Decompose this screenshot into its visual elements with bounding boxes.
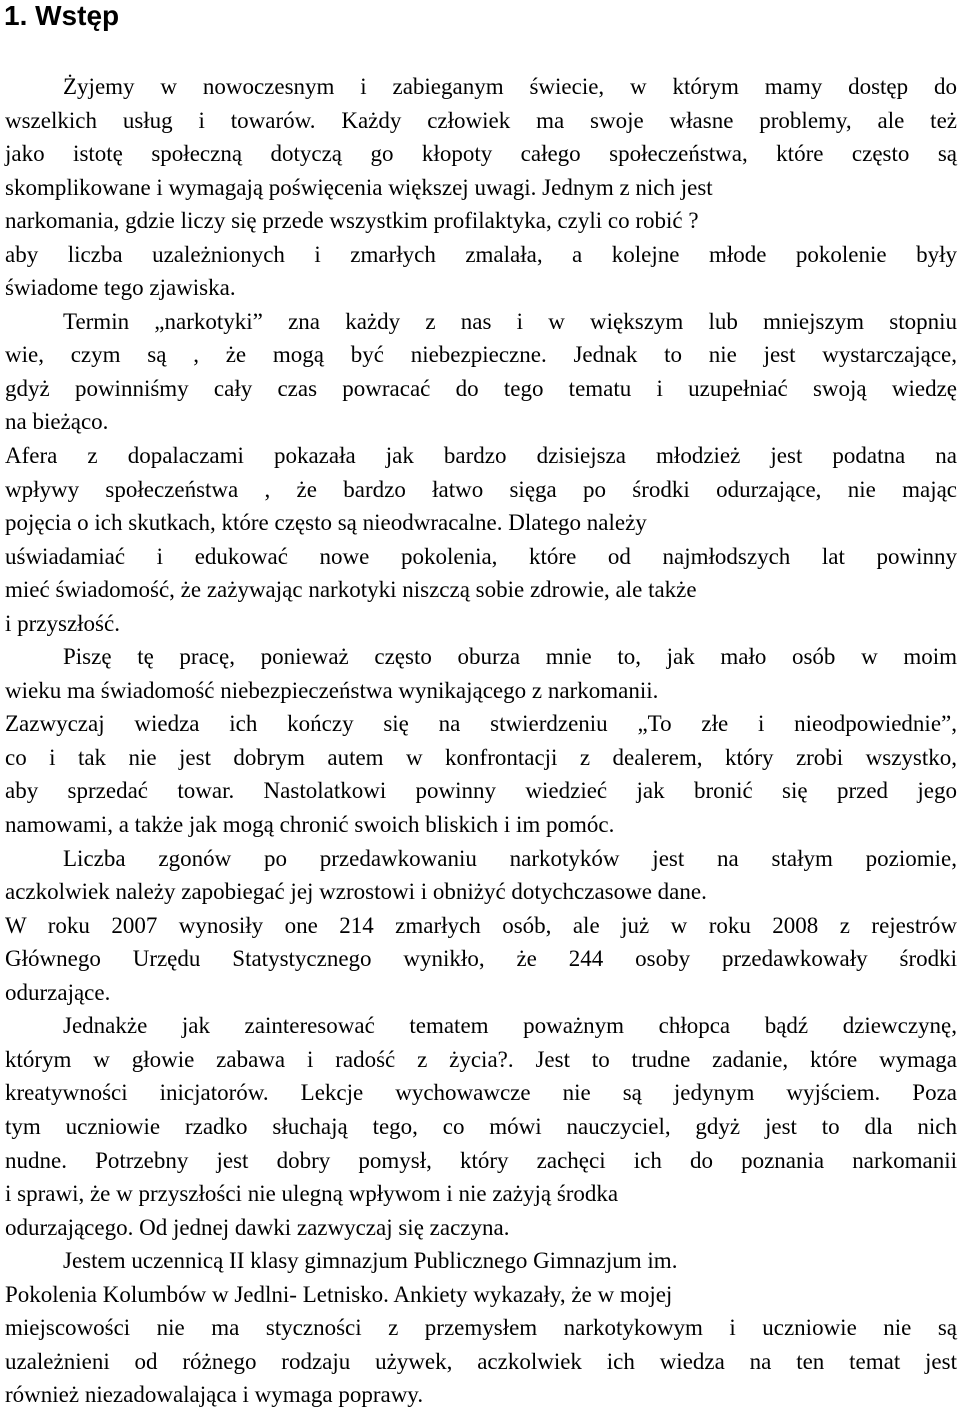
text-line: Pokolenia Kolumbów w Jedlni- Letnisko. Ankiety wykazały, że w mojej — [5, 1281, 673, 1307]
text-line: co i tak nie jest dobrym autem w konfrontacji z dealerem, który zrobi wszystko, — [5, 744, 957, 770]
text-line: wie, czym są , że mogą być niebezpieczne. Jednak to nie jest wystarczające, — [5, 342, 957, 368]
text-line: odurzające. — [5, 979, 111, 1005]
text-line: Liczba zgonów po przedawkowaniu narkotyków jest na stałym poziomie, — [63, 845, 957, 871]
text-line: aczkolwiek należy zapobiegać jej wzrostowi i obniżyć dotychczasowe dane. — [5, 879, 707, 905]
text-line: również niezadowalająca i wymaga poprawy. — [5, 1382, 424, 1408]
text-line: pojęcia o ich skutkach, które często są nieodwracalne. Dlatego należy — [5, 510, 647, 536]
text-line: skomplikowane i wymagają poświęcenia większej uwagi. Jednym z nich jest — [5, 174, 713, 200]
text-line: Afera z dopalaczami pokazała jak bardzo dzisiejsza młodzież jest podatna na — [5, 443, 957, 469]
text-line: W roku 2007 wynosiły one 214 zmarłych osób, ale już w roku 2008 z rejestrów — [5, 912, 957, 938]
text-line: Głównego Urzędu Statystycznego wynikło, że 244 osoby przedawkowały środki — [5, 946, 957, 972]
text-line: namowami, a także jak mogą chronić swoich bliskich i im pomóc. — [5, 812, 615, 838]
text-line: i przyszłość. — [5, 610, 120, 636]
text-line: Zazwyczaj wiedza ich kończy się na stwierdzeniu „To złe i nieodpowiednie”, — [5, 711, 957, 737]
text-line: jako istotę społeczną dotyczą go kłopoty całego społeczeństwa, które często są — [5, 141, 957, 167]
text-line: aby sprzedać towar. Nastolatkowi powinny wiedzieć jak bronić się przed jego — [5, 778, 957, 804]
text-line: aby liczba uzależnionych i zmarłych zmalała, a kolejne młode pokolenie były — [5, 241, 957, 267]
text-line: uzależnieni od różnego rodzaju używek, aczkolwiek ich wiedza na ten temat jest — [5, 1348, 957, 1374]
section-body — [5, 70, 957, 1412]
text-line: Termin „narkotyki” zna każdy z nas i w większym lub mniejszym stopniu — [63, 308, 957, 334]
text-line: miejscowości nie ma styczności z przemysłem narkotykowym i uczniowie nie są — [5, 1315, 957, 1341]
text-line: nudne. Potrzebny jest dobry pomysł, który zachęci ich do poznania narkomanii — [5, 1147, 957, 1173]
text-line: wszelkich usług i towarów. Każdy człowiek ma swoje własne problemy, ale też — [5, 107, 957, 133]
text-line: gdyż powinniśmy cały czas powracać do tego tematu i uzupełniać swoją wiedzę — [5, 375, 957, 401]
text-line: na bieżąco. — [5, 409, 109, 435]
text-line: Piszę tę pracę, ponieważ często oburza mnie to, jak mało osób w moim — [63, 644, 957, 670]
text-line: tym uczniowie rzadko słuchają tego, co mówi nauczyciel, gdyż jest to dla nich — [5, 1113, 957, 1139]
text-line: wieku ma świadomość niebezpieczeństwa wynikającego z narkomanii. — [5, 677, 659, 703]
section-heading: 1. Wstęp — [4, 0, 120, 31]
text-line: narkomania, gdzie liczy się przede wszystkim profilaktyka, czyli co robić ? — [5, 208, 699, 234]
text-line: Jestem uczennicą II klasy gimnazjum Publicznego Gimnazjum im. — [63, 1248, 678, 1274]
text-line: Jednakże jak zainteresować tematem poważnym chłopca bądź dziewczynę, — [63, 1013, 957, 1039]
text-line: którym w głowie zabawa i radość z życia?. Jest to trudne zadanie, które wymaga — [5, 1046, 957, 1072]
text-line: kreatywności inicjatorów. Lekcje wychowawcze nie są jedynym wyjściem. Poza — [5, 1080, 957, 1106]
text-line: wpływy społeczeństwa , że bardzo łatwo sięga po środki odurzające, nie mając — [5, 476, 957, 502]
text-line: świadome tego zjawiska. — [5, 275, 236, 301]
text-line: mieć świadomość, że zażywając narkotyki niszczą sobie zdrowie, ale także — [5, 577, 697, 603]
text-line: Żyjemy w nowoczesnym i zabieganym świecie, w którym mamy dostęp do — [63, 74, 957, 99]
text-line: uświadamiać i edukować nowe pokolenia, które od najmłodszych lat powinny — [5, 543, 957, 569]
text-line: i sprawi, że w przyszłości nie ulegną wpływom i nie zażyją środka — [5, 1181, 619, 1207]
text-line: odurzającego. Od jednej dawki zazwyczaj się zaczyna. — [5, 1214, 510, 1240]
